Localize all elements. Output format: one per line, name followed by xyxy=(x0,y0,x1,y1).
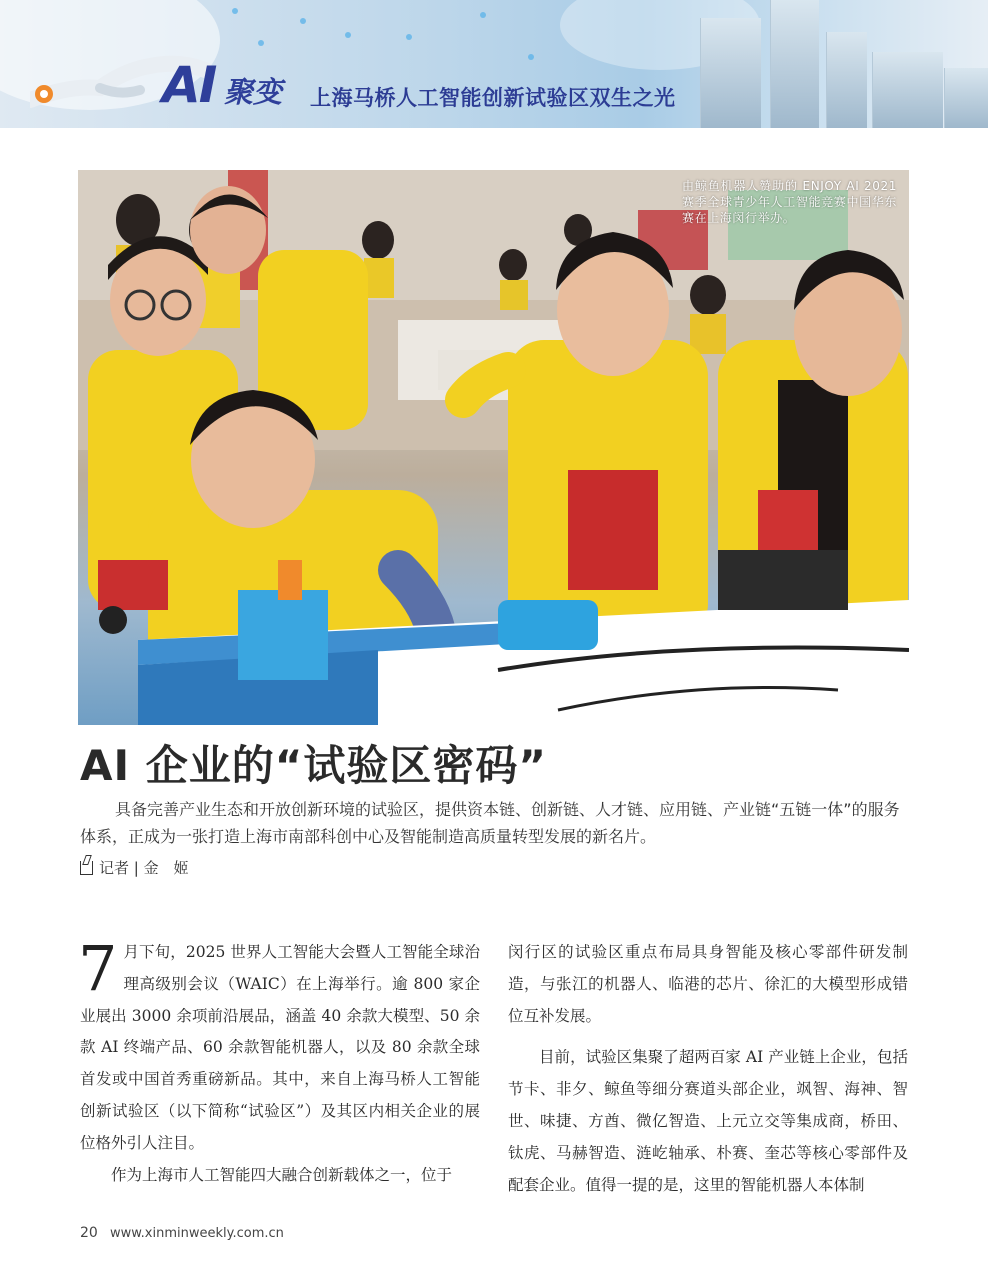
paragraph: 作为上海市人工智能四大融合创新载体之一，位于 xyxy=(111,1165,453,1184)
pen-icon xyxy=(80,861,93,875)
banner xyxy=(0,0,988,128)
network-node-icon xyxy=(258,40,264,46)
dropcap: 7 xyxy=(78,932,118,1005)
network-node-icon xyxy=(345,32,351,38)
body-column-right xyxy=(508,937,908,1201)
banner-subtitle: 上海马桥人工智能创新试验区双生之光 xyxy=(310,86,676,110)
paragraph xyxy=(78,932,480,1160)
column-logo-ai: AI xyxy=(162,56,216,114)
building-graphic xyxy=(872,52,943,128)
building-graphic xyxy=(770,0,819,128)
building-graphic xyxy=(826,32,867,128)
network-node-icon xyxy=(406,34,412,40)
body-column-left xyxy=(78,932,480,1191)
paragraph-text: 月下旬，2025 世界人工智能大会暨人工智能全球治理高级别会议（WAIC）在上海举行。逾 800 家企业展出 3000 余项前沿展品，涵盖 40 余款大模型、50 余款 AI 终端产品、60 余款智能机器人，以及 80 余款全球首发或中国首秀重磅新品。其中，来自上海马桥人工智能创新试验区（以下简称“试验区”）及其区内相关企业的展位格外引人注目。 xyxy=(80,943,480,1152)
page-number: 20 xyxy=(80,1225,98,1241)
network-node-icon xyxy=(232,8,238,14)
feature-photo xyxy=(78,170,909,725)
network-node-icon xyxy=(300,18,306,24)
page-footer xyxy=(80,1225,284,1241)
column-name: 聚变 xyxy=(224,75,283,109)
article-lede: 具备完善产业生态和开放创新环境的试验区，提供资本链、创新链、人才链、应用链、产业链“五链一体”的服务体系，正成为一张打造上海市南部科创中心及智能制造高质量转型发展的新名片。 xyxy=(80,800,900,846)
article-headline: AI 企业的“试验区密码” xyxy=(80,741,547,790)
building-graphic xyxy=(700,18,761,128)
network-node-icon xyxy=(528,54,534,60)
photo-illustration xyxy=(78,170,909,725)
website-url: www.xinminweekly.com.cn xyxy=(109,1226,284,1241)
byline-text: 记者 | 金 姬 xyxy=(99,859,189,877)
byline xyxy=(80,857,189,878)
paragraph: 目前，试验区集聚了超两百家 AI 产业链上企业，包括节卡、非夕、鲸鱼等细分赛道头部企业，飒智、海神、智世、味捷、方酋、微亿智造、上元立交等集成商，桥田、钛虎、马赫智造、涟屹轴承、朴赛、奎芯等核心零部件及配套企业。值得一提的是，这里的智能机器人本体制 xyxy=(508,1048,908,1194)
photo-caption: 由鲸鱼机器人赞助的 ENJOY AI 2021 赛季全球青少年人工智能竞赛中国华东赛在上海闵行举办。 xyxy=(682,179,897,225)
network-node-icon xyxy=(480,12,486,18)
paragraph: 闵行区的试验区重点布局具身智能及核心零部件研发制造，与张江的机器人、临港的芯片、徐汇的大模型形成错位互补发展。 xyxy=(508,943,908,1025)
building-graphic xyxy=(944,68,988,128)
